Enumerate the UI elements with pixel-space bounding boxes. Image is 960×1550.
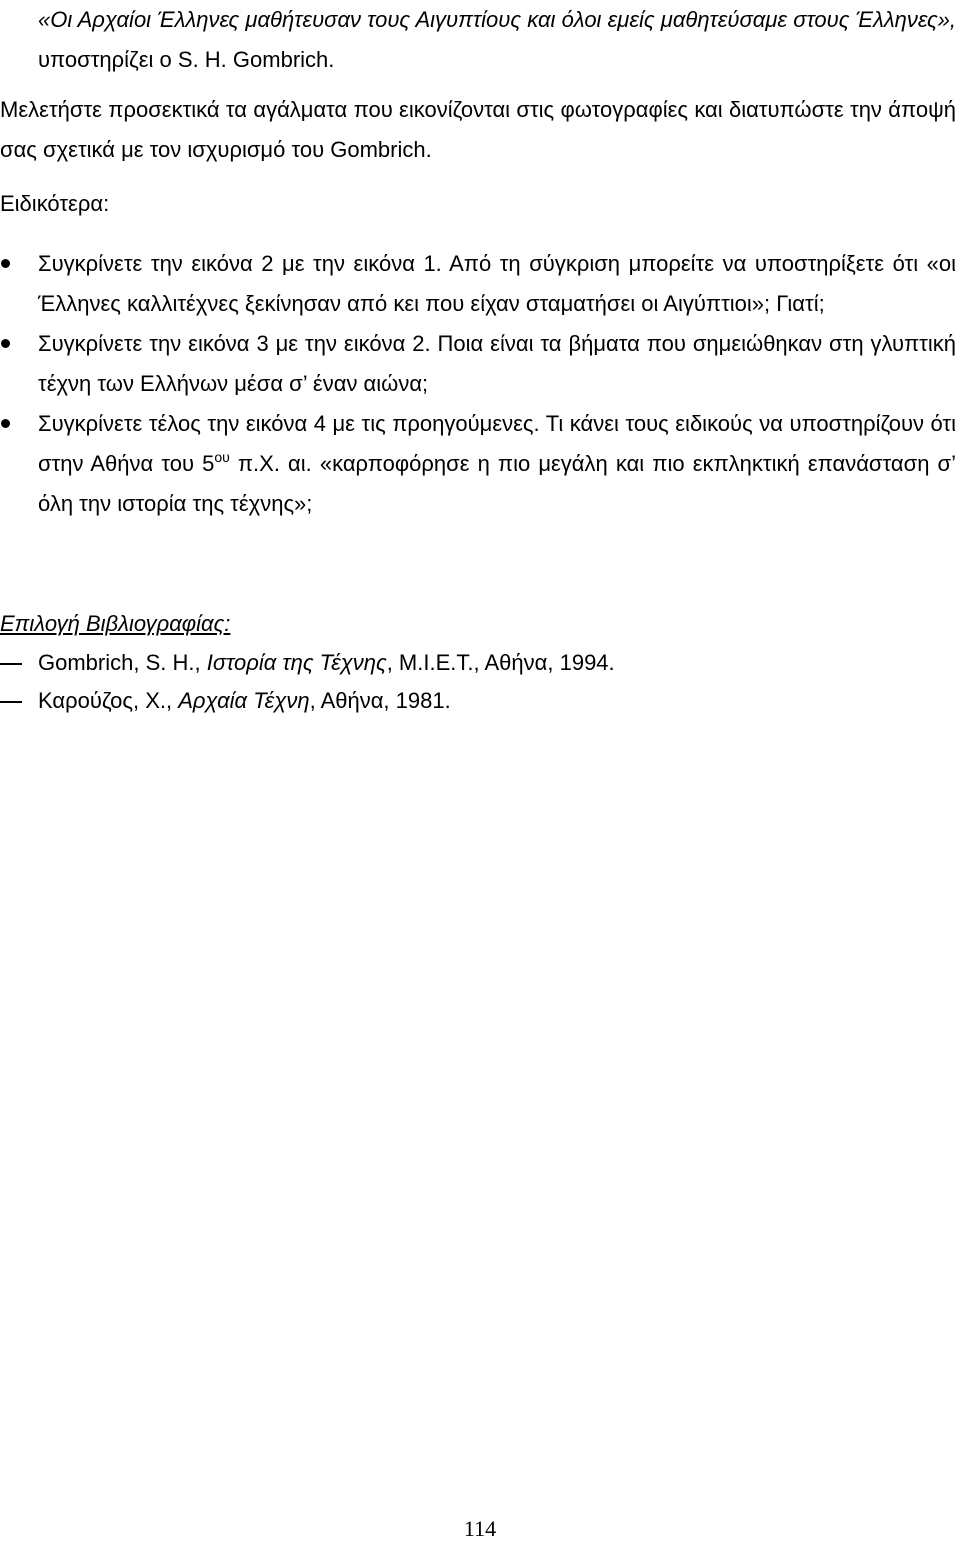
entry-rest: , Μ.Ι.Ε.Τ., Αθήνα, 1994. (386, 650, 615, 675)
specifically-label: Ειδικότερα: (0, 191, 110, 216)
gombrich-quote (38, 0, 956, 80)
bibliography-heading: Επιλογή Βιβλιογραφίας: (0, 611, 231, 636)
question-list (0, 244, 956, 524)
bibliography-entry-1 (0, 644, 956, 682)
quote-attribution: υποστηρίζει ο S. H. Gombrich. (38, 47, 335, 72)
entry-title: Αρχαία Τέχνη (178, 688, 310, 713)
page-number: 114 (463, 1516, 497, 1541)
entry-title: Ιστορία της Τέχνης (206, 650, 387, 675)
bullet-icon (1, 259, 10, 268)
bullet-icon (1, 419, 10, 428)
bullet-icon (1, 339, 10, 348)
question-text: Συγκρίνετε την εικόνα 3 με την εικόνα 2. Ποια είναι τα βήματα που σημειώθηκαν στη γλυπτική τέχνη των Ελλήνων μέσα σ’ έναν αιώνα; (38, 331, 956, 396)
intro-paragraph: Μελετήστε προσεκτικά τα αγάλματα που εικονίζονται στις φωτογραφίες και διατυπώστε την άποψή σας σχετικά με τον ισχυρισμό του Gombrich. (0, 97, 956, 162)
question-text: Συγκρίνετε την εικόνα 2 με την εικόνα 1. Από τη σύγκριση μπορείτε να υποστηρίξετε ότι «οι Έλληνες καλλιτέχνες ξεκίνησαν από κει που είχαν σταματήσει οι Αιγύπτιοι»; Γιατί; (38, 251, 956, 316)
question-item-3 (0, 404, 956, 524)
bibliography-list (0, 644, 956, 720)
quote-text: «Οι Αρχαίοι Έλληνες μαθήτευσαν τους Αιγυπτίους και όλοι εμείς μαθητεύσαμε στους Έλληνες», (38, 7, 956, 32)
question-text-before: Συγκρίνετε τέλος την εικόνα 4 με τις προηγούμενες. Τι κάνει τους ειδικούς να υποστηρίζουν ότι στην Αθήνα του 5 (38, 411, 956, 476)
entry-author: Gombrich, S. H., (38, 650, 207, 675)
ordinal-superscript: ου (214, 449, 230, 465)
entry-rest: , Αθήνα, 1981. (309, 688, 451, 713)
question-text-after: π.Χ. αι. «καρποφόρησε η πιο μεγάλη και πιο εκπληκτική επανάσταση σ’ όλη την ιστορία της τέχνης»; (38, 451, 956, 516)
dash-icon (0, 701, 22, 703)
dash-icon (0, 663, 22, 665)
bibliography-entry-2 (0, 682, 956, 720)
question-item-1 (0, 244, 956, 324)
entry-author: Καρούζος, Χ., (38, 688, 179, 713)
question-item-2 (0, 324, 956, 404)
